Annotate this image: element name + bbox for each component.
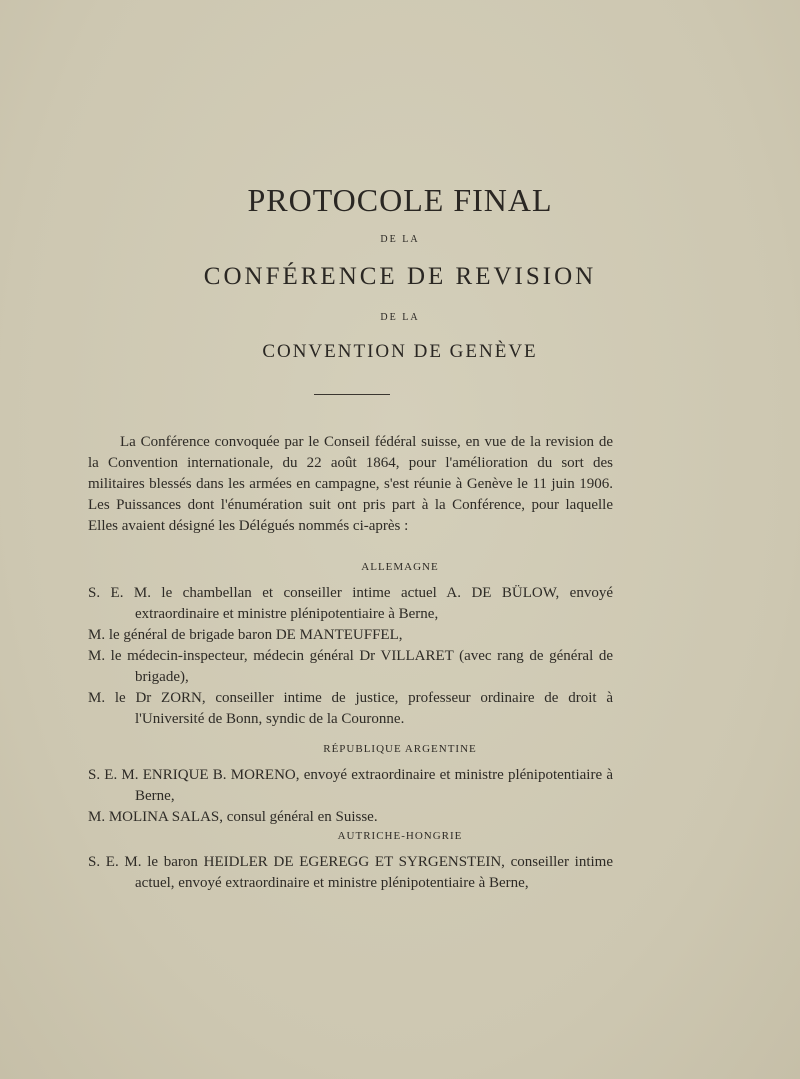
delegate-list [88, 765, 613, 828]
convention-title: CONVENTION DE GENÈVE [262, 341, 538, 362]
country-heading: AUTRICHE-HONGRIE [337, 830, 463, 842]
country-heading: ALLEMAGNE [361, 561, 439, 573]
delegate-entry: S. E. M. le baron HEIDLER DE EGEREGG ET SYRGENSTEIN, conseiller intime actuel, envoyé extraordinaire et ministre plénipotentiaire à Berne, [88, 854, 613, 891]
de-la-label: DE LA [380, 234, 420, 245]
delegate-entry: M. le Dr ZORN, conseiller intime de justice, professeur ordinaire de droit à l'Université de Bonn, syndic de la Couronne. [88, 690, 613, 727]
conference-title: CONFÉRENCE DE REVISION [203, 263, 597, 290]
main-title: PROTOCOLE FINAL [247, 182, 553, 218]
delegate-list [88, 583, 613, 730]
country-heading: RÉPUBLIQUE ARGENTINE [323, 743, 477, 755]
delegate-entry: S. E. M. le chambellan et conseiller intime actuel A. DE BÜLOW, envoyé extraordinaire et ministre plénipotentiaire à Berne, [88, 585, 613, 622]
intro-paragraph: La Conférence convoquée par le Conseil fédéral suisse, en vue de la revision de la Convention internationale, du 22 août 1864, pour l'amélioration du sort des militaires blessés dans les armées en campagne, s'est réunie à Genève le 11 juin 1906. Les Puissances dont l'énumération suit ont pris part à la Conférence, pour laquelle Elles avaient désigné les Délégués nommés ci-après : [88, 434, 613, 534]
delegate-list [88, 852, 613, 894]
delegate-entry: M. le médecin-inspecteur, médecin général Dr VILLARET (avec rang de général de brigade), [88, 648, 613, 685]
delegate-entry: M. MOLINA SALAS, consul général en Suisse. [88, 809, 378, 825]
divider-rule [314, 394, 390, 395]
delegate-entry: M. le général de brigade baron DE MANTEUFFEL, [88, 627, 403, 643]
delegate-entry: S. E. M. ENRIQUE B. MORENO, envoyé extraordinaire et ministre plénipotentiaire à Berne, [88, 767, 613, 804]
de-la-label: DE LA [380, 312, 420, 323]
